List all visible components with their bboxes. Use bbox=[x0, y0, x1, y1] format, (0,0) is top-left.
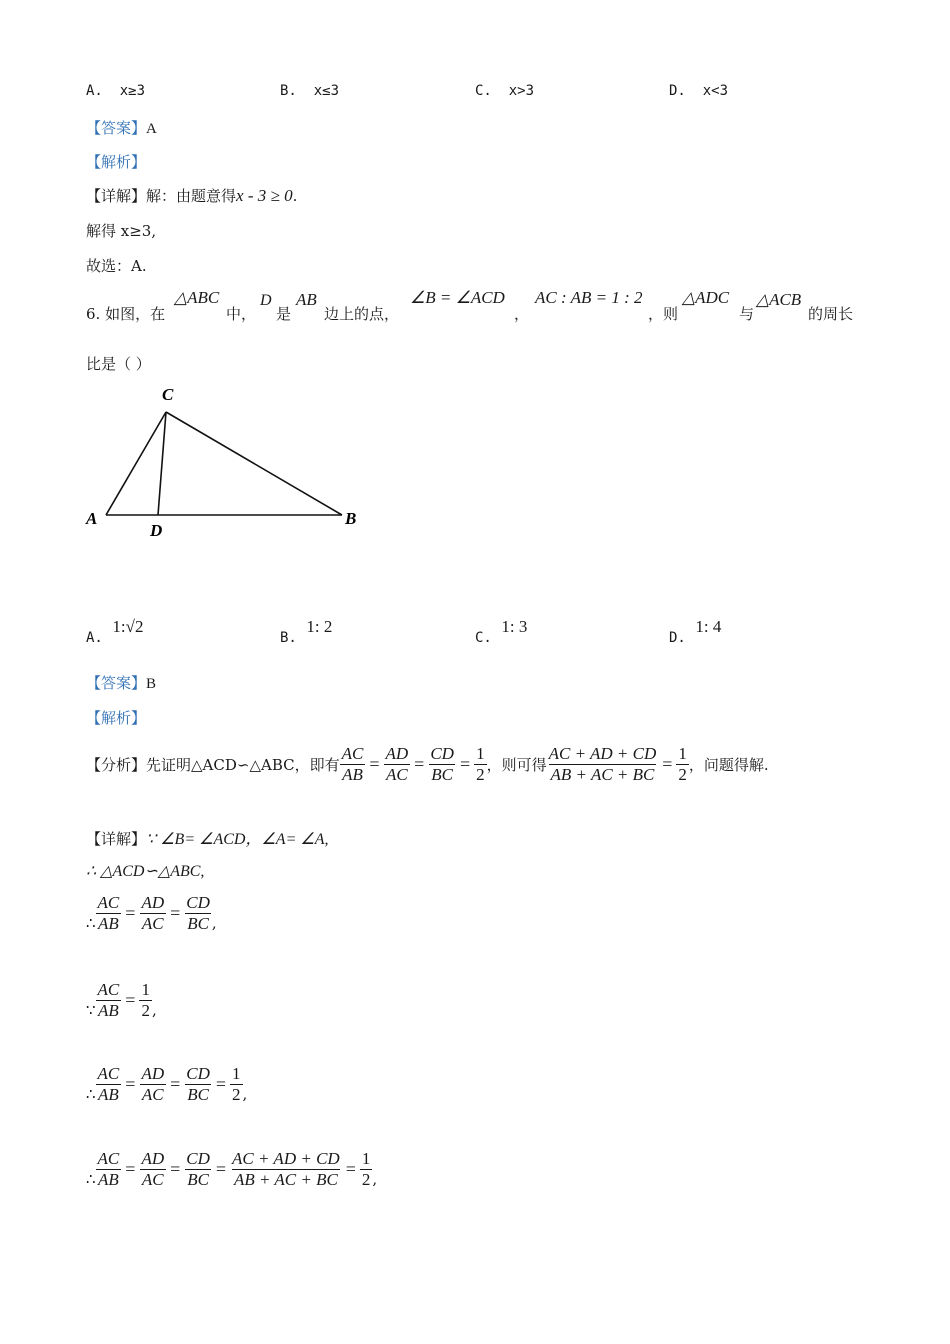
vertex-label-b: B bbox=[345, 509, 357, 528]
q6-similar-line: ∴ △ACD∽△ABC, bbox=[86, 863, 205, 880]
q6-eq-line-2 bbox=[86, 980, 157, 1020]
fenxi-text: ，则可得 bbox=[486, 755, 547, 774]
q6-text-perimeter: 的周长 bbox=[808, 305, 854, 323]
q6-text-shi: 是 bbox=[276, 305, 292, 323]
option-letter: D. bbox=[669, 83, 686, 99]
line-comma: , bbox=[372, 1170, 378, 1189]
detail-expression: x - 3 ≥ 0 bbox=[236, 186, 293, 205]
q6-text-edge: 边上的点， bbox=[324, 305, 400, 323]
q5-analysis-tag: 【解析】 bbox=[86, 153, 147, 171]
q5-option-b bbox=[280, 83, 339, 99]
fraction-ac-ab: $\frac{AC}{AB}$ bbox=[97, 1149, 120, 1189]
q6-text-ze: ，则 bbox=[648, 305, 679, 323]
q5-choice-line: 故选：A. bbox=[86, 257, 147, 275]
detail-end: . bbox=[292, 187, 298, 205]
q5-solution-line: 解得 x≥3, bbox=[86, 222, 157, 240]
q6-eq-line-4 bbox=[86, 1149, 377, 1189]
q6-option-b bbox=[280, 617, 333, 646]
q6-tri-adc: △ADC bbox=[682, 288, 730, 307]
option-text: x>3 bbox=[508, 83, 535, 99]
fraction-one-half: $\frac{1}{2}$ bbox=[476, 743, 485, 784]
q5-option-d bbox=[669, 83, 728, 99]
q5-option-a bbox=[86, 83, 145, 99]
ratio-chain-half: $\frac{AC}{AB}$ = $\frac{AD}{AC}$ = $\frac{CD}{BC}$ = $\frac{1}{2}$ bbox=[97, 1064, 241, 1104]
option-letter: C. bbox=[475, 83, 492, 99]
q5-detail-line bbox=[86, 185, 297, 206]
option-text: 1: 3 bbox=[501, 617, 528, 636]
fenxi-text: 先证明△ACD∽△ABC，即有 bbox=[146, 755, 340, 774]
ratio-chain: $\frac{AC}{AB}$ = $\frac{AD}{AC}$ = $\frac{CD}{BC}$ bbox=[97, 893, 210, 933]
answer-tag: 【答案】 bbox=[86, 674, 147, 692]
xiangjie-text: ∵ ∠B= ∠ACD，∠A= ∠A, bbox=[146, 831, 329, 848]
option-letter: D. bbox=[669, 630, 686, 646]
fraction-cd-bc: $\frac{CD}{BC}$ bbox=[186, 893, 210, 933]
option-text: 1: 2 bbox=[306, 617, 333, 636]
option-letter: B. bbox=[280, 630, 297, 646]
answer-value: A bbox=[146, 121, 157, 137]
fraction-cd-bc: $\frac{CD}{BC}$ bbox=[186, 1064, 210, 1104]
q6-text-yu: 与 bbox=[739, 305, 755, 323]
ratio-chain-sum: $\frac{AC}{AB}$ = $\frac{AD}{AC}$ = $\frac{CD}{BC}$ = $\frac{AC + AD + CD}{AB + AC + BC}$ = $\frac{1}{2}$ bbox=[97, 1149, 371, 1189]
because-sign: ∵ bbox=[86, 1002, 96, 1019]
q6-condition-ratio: AC : AB = 1 : 2 bbox=[535, 288, 643, 307]
answer-tag: 【答案】 bbox=[86, 119, 147, 137]
fenxi-tag: 【分析】 bbox=[86, 755, 147, 774]
option-text: x≥3 bbox=[119, 83, 146, 99]
fraction-one-half: $\frac{1}{2}$ bbox=[232, 1064, 241, 1104]
q6-stem-prefix: 6. 如图，在 bbox=[86, 305, 166, 323]
therefore-sign: ∴ bbox=[86, 915, 96, 932]
answer-value: B bbox=[146, 676, 157, 692]
option-letter: A. bbox=[86, 83, 103, 99]
fraction-one-half: $\frac{1}{2}$ bbox=[361, 1149, 371, 1189]
fenxi-text: ，问题得解. bbox=[688, 755, 769, 774]
line-comma: , bbox=[242, 1085, 248, 1104]
fraction-one-half: $\frac{1}{2}$ bbox=[141, 980, 150, 1020]
q6-segment-ab: AB bbox=[296, 290, 317, 309]
q6-xiangjie-line bbox=[86, 826, 329, 849]
q6-fenxi-line bbox=[86, 738, 769, 790]
fraction-ac-ab: $\frac{AC}{AB}$ bbox=[341, 743, 364, 784]
q5-answer-line bbox=[86, 117, 157, 138]
q5-option-c bbox=[475, 83, 534, 99]
detail-text: 解：由题意得 bbox=[146, 187, 237, 205]
q6-option-d bbox=[669, 617, 722, 646]
fraction-sum: $\frac{AC + AD + CD}{AB + AC + BC}$ bbox=[548, 743, 657, 784]
q6-option-c bbox=[475, 617, 528, 646]
fraction-sum: $\frac{AC + AD + CD}{AB + AC + BC}$ bbox=[232, 1149, 340, 1189]
option-text: x<3 bbox=[702, 83, 729, 99]
segment-cd-line bbox=[158, 412, 166, 515]
q6-stem-line2: 比是（ ） bbox=[86, 355, 151, 373]
q6-point-d: D bbox=[260, 292, 272, 309]
triangle-figure bbox=[80, 380, 380, 545]
fraction-ac-ab: $\frac{AC}{AB}$ bbox=[97, 1064, 120, 1104]
fraction-cd-bc: $\frac{CD}{BC}$ bbox=[186, 1149, 210, 1189]
therefore-sign: ∴ bbox=[86, 1086, 96, 1103]
option-text: 1:√2 bbox=[112, 617, 144, 636]
fraction-ac-ab: $\frac{AC}{AB}$ bbox=[97, 980, 120, 1020]
xiangjie-tag: 【详解】 bbox=[86, 830, 147, 848]
fraction-ad-ac: $\frac{AD}{AC}$ bbox=[141, 1064, 165, 1104]
fraction-cd-bc: $\frac{CD}{BC}$ bbox=[430, 743, 454, 784]
segment-cb-line bbox=[166, 412, 342, 515]
q6-text-zhong: 中， bbox=[226, 305, 257, 323]
q6-tri-abc: △ABC bbox=[174, 288, 220, 307]
therefore-sign: ∴ bbox=[86, 1171, 96, 1188]
segment-ac-line bbox=[106, 412, 166, 515]
option-text: x≤3 bbox=[313, 83, 340, 99]
q6-option-a bbox=[86, 617, 144, 646]
option-letter: A. bbox=[86, 630, 103, 646]
vertex-label-d: D bbox=[150, 521, 163, 540]
q6-condition-angle: ∠B = ∠ACD bbox=[410, 288, 505, 307]
vertex-label-c: C bbox=[162, 385, 174, 404]
q6-answer-line bbox=[86, 672, 156, 693]
vertex-label-a: A bbox=[86, 509, 98, 528]
line-comma: , bbox=[211, 914, 217, 933]
ratio-given: $\frac{AC}{AB}$ = $\frac{1}{2}$ bbox=[97, 980, 150, 1020]
option-letter: C. bbox=[475, 630, 492, 646]
fenxi-ratio-chain: $\frac{AC}{AB}$ = $\frac{AD}{AC}$ = $\frac{CD}{BC}$ = $\frac{1}{2}$ bbox=[341, 743, 485, 784]
q6-comma: ， bbox=[514, 305, 530, 323]
fenxi-sum-ratio: $\frac{AC + AD + CD}{AB + AC + BC}$ = $\frac{1}{2}$ bbox=[548, 743, 687, 784]
option-letter: B. bbox=[280, 83, 297, 99]
option-text: 1: 4 bbox=[695, 617, 722, 636]
q6-eq-line-1 bbox=[86, 893, 217, 933]
line-comma: , bbox=[151, 1001, 157, 1020]
q6-tri-acb: △ACB bbox=[756, 290, 802, 309]
detail-tag: 【详解】 bbox=[86, 187, 147, 205]
q6-eq-line-3 bbox=[86, 1064, 247, 1104]
fraction-one-half: $\frac{1}{2}$ bbox=[678, 743, 687, 784]
fraction-ad-ac: $\frac{AD}{AC}$ bbox=[141, 1149, 165, 1189]
fraction-ad-ac: $\frac{AD}{AC}$ bbox=[141, 893, 165, 933]
fraction-ad-ac: $\frac{AD}{AC}$ bbox=[385, 743, 409, 784]
fraction-ac-ab: $\frac{AC}{AB}$ bbox=[97, 893, 120, 933]
q6-analysis-tag: 【解析】 bbox=[86, 709, 147, 727]
